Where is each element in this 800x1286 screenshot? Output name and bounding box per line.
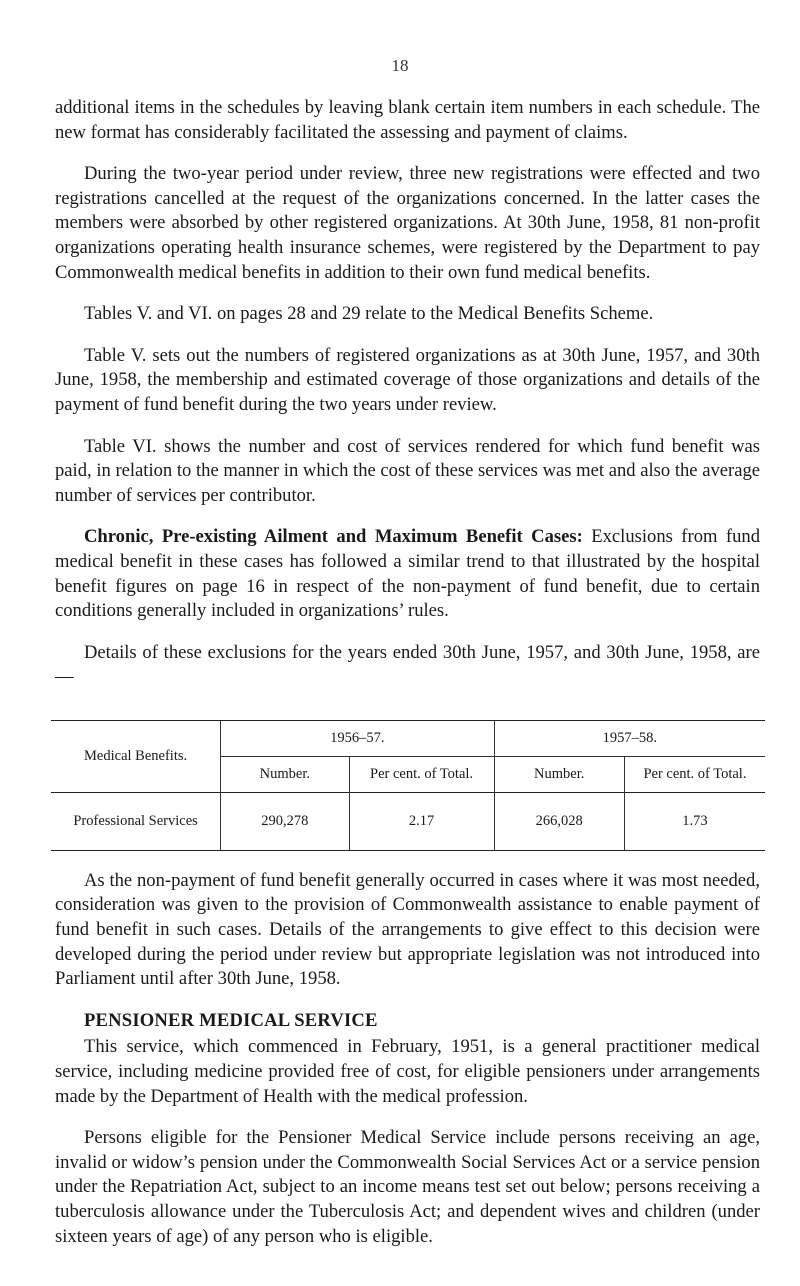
col-percent-1957-58: Per cent. of Total. [624, 756, 765, 792]
cell-percent-1956-57: 2.17 [349, 792, 494, 850]
document-body [55, 96, 760, 1266]
paragraph: Details of these exclusions for the years ended 30th June, 1957, and 30th June, 1958, are— [55, 641, 760, 688]
paragraph-lead: Chronic, Pre-existing Ailment and Maximum Benefit Cases: [84, 526, 583, 548]
table-year-1957-58: 1957–58. [494, 720, 765, 756]
paragraph: Persons eligible for the Pensioner Medical Service include persons receiving an age, invalid or widow’s pension under the Commonwealth Social Services Act or a service pension under the Repatriation Act, subject to an income means test set out below; persons receiving a tuberculosis allowance under the Tuberculosis Act; and dependent wives and children (under sixteen years of age) of any person who is eligible. [55, 1127, 760, 1247]
col-number-1957-58: Number. [494, 756, 624, 792]
table-row [51, 792, 765, 850]
col-percent-1956-57: Per cent. of Total. [349, 756, 494, 792]
table-row-header: Medical Benefits. [51, 720, 221, 792]
paragraph: Table V. sets out the numbers of registered organizations as at 30th June, 1957, and 30th June, 1958, the membership and estimated coverage of those organizations and details of the payment of fund benefit during the two years under review. [55, 344, 760, 415]
col-number-1956-57: Number. [221, 756, 349, 792]
paragraph-text: Exclusions from fund medical benefit in these cases has followed a similar trend to that illustrated by the hospital benefit figures on page 16 in respect of the non-payment of fund benefit, due to certain conditions generally included in organizations’ rules. [55, 526, 760, 622]
exclusions-table [51, 720, 765, 851]
paragraph: Tables V. and VI. on pages 28 and 29 relate to the Medical Benefits Scheme. [84, 303, 654, 325]
paragraph: As the non-payment of fund benefit generally occurred in cases where it was most needed, consideration was given to the provision of Commonwealth assistance to enable payment of fund benefit in such cases. Details of the arrangements to give effect to this decision were developed during the period under review but appropriate legislation was not introduced into Parliament until after 30th June, 1958. [55, 869, 760, 990]
paragraph: Table VI. shows the number and cost of services rendered for which fund benefit was paid, in relation to the manner in which the cost of these services was met and also the average number of services per contributor. [55, 435, 760, 506]
cell-number-1956-57: 290,278 [221, 792, 349, 850]
cell-percent-1957-58: 1.73 [624, 792, 765, 850]
paragraph [55, 525, 760, 623]
page-number: 18 [391, 56, 409, 75]
cell-number-1957-58: 266,028 [494, 792, 624, 850]
paragraph: additional items in the schedules by leaving blank certain item numbers in each schedule. The new format has considerably facilitated the assessing and payment of claims. [55, 97, 760, 143]
paragraph: This service, which commenced in February, 1951, is a general practitioner medical service, including medicine provided free of cost, for eligible pensioners under arrangements made by the Department of Health with the medical profession. [55, 1036, 760, 1107]
section-heading: PENSIONER MEDICAL SERVICE [84, 1009, 378, 1031]
table-year-1956-57: 1956–57. [221, 720, 494, 756]
paragraph: During the two-year period under review, three new registrations were effected and two registrations cancelled at the request of the organizations concerned. In the latter cases the members were absorbed by other registered organizations. At 30th June, 1958, 81 non-profit organizations operating health insurance schemes, were registered by the Department to pay Commonwealth medical benefits in addition to their own fund medical benefits. [55, 163, 760, 283]
row-label: Professional Services [51, 792, 221, 850]
